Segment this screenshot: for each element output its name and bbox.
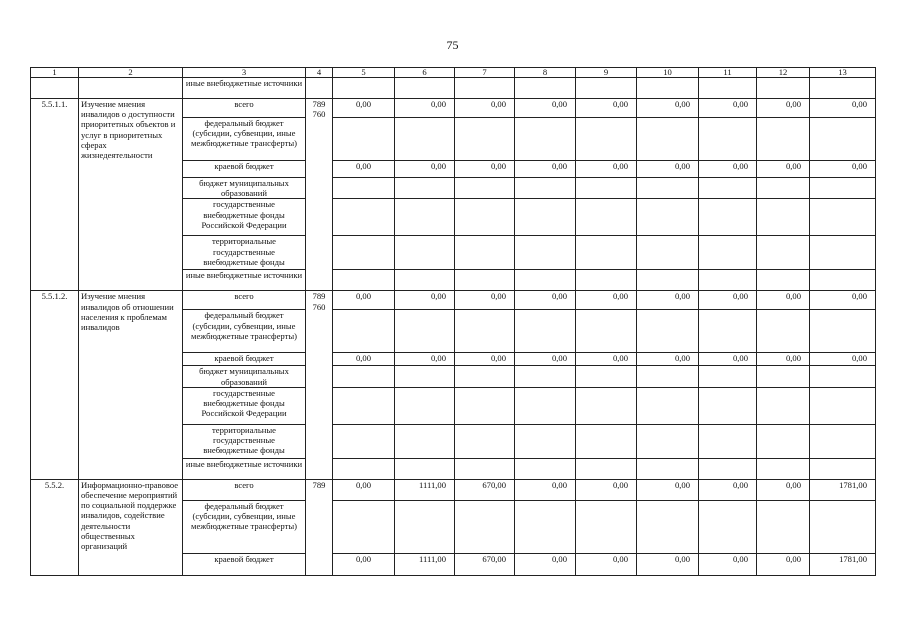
source-label: краевой бюджет [183,353,306,366]
empty-cell [576,458,637,479]
empty-cell [637,178,699,199]
empty-cell [515,78,576,99]
source-label: всего [183,479,306,500]
amount-cell: 0,00 [576,353,637,366]
empty-cell [757,424,810,458]
empty-cell [515,310,576,353]
column-header: 10 [637,68,699,78]
empty-cell [810,310,876,353]
amount-cell: 0,00 [757,99,810,118]
amount-cell: 0,00 [810,353,876,366]
empty-cell [455,500,515,553]
item-name: Изучение мнения инвалидов о доступности приоритетных объектов и услуг в приоритетных сферах жизнедеятельности [79,99,183,291]
table-row [31,479,876,500]
amount-cell: 0,00 [699,99,757,118]
amount-cell: 0,00 [515,553,576,575]
amount-cell: 0,00 [455,291,515,310]
amount-cell: 0,00 [515,161,576,178]
amount-cell: 0,00 [757,479,810,500]
row-number-cell [31,78,79,99]
empty-cell [637,366,699,387]
amount-cell: 0,00 [515,99,576,118]
table-row [31,99,876,118]
empty-cell [395,387,455,424]
empty-cell [699,387,757,424]
empty-cell [699,500,757,553]
empty-cell [757,310,810,353]
amount-cell: 0,00 [699,353,757,366]
empty-cell [333,458,395,479]
empty-cell [395,424,455,458]
empty-cell [637,270,699,291]
empty-cell [515,387,576,424]
empty-cell [333,387,395,424]
empty-cell [455,310,515,353]
empty-cell [699,199,757,236]
source-label: бюджет муниципальных образований [183,178,306,199]
empty-cell [576,118,637,161]
source-label: федеральный бюджет (субсидии, субвенции, иные межбюджетные трансферты) [183,118,306,161]
empty-cell [455,199,515,236]
source-label: всего [183,291,306,310]
empty-cell [810,118,876,161]
budget-code: 789 760 [306,291,333,479]
empty-cell [455,424,515,458]
amount-cell: 0,00 [515,353,576,366]
page-number: 75 [446,38,459,52]
budget-code: 789 [306,479,333,575]
empty-cell [395,199,455,236]
column-header: 7 [455,68,515,78]
empty-cell [637,458,699,479]
empty-cell [576,366,637,387]
amount-cell: 0,00 [699,479,757,500]
empty-cell [810,387,876,424]
empty-cell [515,424,576,458]
empty-cell [576,78,637,99]
empty-cell [395,500,455,553]
empty-cell [333,424,395,458]
amount-cell: 0,00 [333,161,395,178]
empty-cell [333,199,395,236]
amount-cell: 0,00 [637,99,699,118]
empty-cell [333,310,395,353]
source-label: краевой бюджет [183,553,306,575]
empty-cell [757,458,810,479]
empty-cell [576,178,637,199]
source-label: территориальные государственные внебюджетные фонды [183,424,306,458]
empty-cell [810,270,876,291]
source-label: государственные внебюджетные фонды Российской Федерации [183,387,306,424]
empty-cell [810,424,876,458]
empty-cell [637,78,699,99]
source-label: государственные внебюджетные фонды Российской Федерации [183,199,306,236]
amount-cell: 0,00 [333,553,395,575]
amount-cell: 0,00 [699,161,757,178]
budget-table [30,67,876,576]
item-name: Информационно-правовое обеспечение мероприятий по социальной поддержке инвалидов, содействие деятельности общественных организаций [79,479,183,575]
amount-cell: 0,00 [333,479,395,500]
empty-cell [699,236,757,270]
amount-cell: 0,00 [455,99,515,118]
amount-cell: 0,00 [757,161,810,178]
amount-cell: 0,00 [699,553,757,575]
empty-cell [455,387,515,424]
amount-cell: 0,00 [810,161,876,178]
source-label: территориальные государственные внебюджетные фонды [183,236,306,270]
empty-cell [810,78,876,99]
empty-cell [757,178,810,199]
amount-cell: 0,00 [455,161,515,178]
empty-cell [699,458,757,479]
amount-cell: 0,00 [576,553,637,575]
empty-cell [306,78,333,99]
empty-cell [757,500,810,553]
empty-cell [455,78,515,99]
amount-cell: 0,00 [757,553,810,575]
empty-cell [810,366,876,387]
source-label: бюджет муниципальных образований [183,366,306,387]
empty-cell [810,199,876,236]
empty-cell [810,178,876,199]
column-header: 8 [515,68,576,78]
source-label: всего [183,99,306,118]
column-header: 2 [79,68,183,78]
amount-cell: 1111,00 [395,553,455,575]
empty-cell [637,387,699,424]
empty-cell [699,78,757,99]
column-header: 12 [757,68,810,78]
row-name-cell [79,78,183,99]
amount-cell: 0,00 [757,291,810,310]
empty-cell [395,118,455,161]
empty-cell [699,310,757,353]
amount-cell: 0,00 [699,291,757,310]
empty-cell [699,118,757,161]
amount-cell: 670,00 [455,553,515,575]
empty-cell [810,458,876,479]
empty-cell [395,310,455,353]
amount-cell: 0,00 [757,353,810,366]
amount-cell: 0,00 [637,553,699,575]
amount-cell: 670,00 [455,479,515,500]
empty-cell [515,270,576,291]
header-row [31,68,876,78]
empty-cell [637,424,699,458]
empty-cell [455,178,515,199]
empty-cell [333,178,395,199]
column-header: 13 [810,68,876,78]
empty-cell [515,366,576,387]
table-body [31,68,876,576]
item-number: 5.5.1.2. [31,291,79,479]
empty-cell [699,270,757,291]
item-number: 5.5.2. [31,479,79,575]
empty-cell [637,310,699,353]
item-number: 5.5.1.1. [31,99,79,291]
source-label: федеральный бюджет (субсидии, субвенции, иные межбюджетные трансферты) [183,500,306,553]
empty-cell [637,500,699,553]
empty-cell [637,118,699,161]
empty-cell [455,458,515,479]
column-header: 11 [699,68,757,78]
budget-code: 789 760 [306,99,333,291]
amount-cell: 0,00 [395,99,455,118]
empty-cell [515,118,576,161]
empty-cell [515,236,576,270]
amount-cell: 0,00 [637,291,699,310]
empty-cell [757,78,810,99]
empty-cell [576,236,637,270]
column-header: 1 [31,68,79,78]
column-header: 9 [576,68,637,78]
empty-cell [395,366,455,387]
empty-cell [333,270,395,291]
source-label: федеральный бюджет (субсидии, субвенции, иные межбюджетные трансферты) [183,310,306,353]
source-label: краевой бюджет [183,161,306,178]
empty-cell [515,500,576,553]
column-header: 4 [306,68,333,78]
empty-cell [699,424,757,458]
amount-cell: 0,00 [515,479,576,500]
amount-cell: 0,00 [395,161,455,178]
column-header: 5 [333,68,395,78]
empty-cell [576,270,637,291]
empty-cell [576,199,637,236]
empty-cell [757,236,810,270]
amount-cell: 0,00 [455,353,515,366]
empty-cell [699,366,757,387]
table-row [31,291,876,310]
amount-cell: 0,00 [333,291,395,310]
source-label: иные внебюджетные источники [183,78,306,99]
column-header: 6 [395,68,455,78]
source-label: иные внебюджетные источники [183,458,306,479]
empty-cell [455,118,515,161]
empty-cell [810,500,876,553]
amount-cell: 0,00 [810,291,876,310]
amount-cell: 0,00 [576,161,637,178]
empty-cell [757,118,810,161]
empty-cell [455,236,515,270]
empty-cell [455,270,515,291]
amount-cell: 1111,00 [395,479,455,500]
empty-cell [576,310,637,353]
empty-cell [395,458,455,479]
empty-cell [576,424,637,458]
empty-cell [576,387,637,424]
amount-cell: 0,00 [576,99,637,118]
empty-cell [757,387,810,424]
empty-cell [333,366,395,387]
empty-cell [757,366,810,387]
empty-cell [515,458,576,479]
amount-cell: 0,00 [576,291,637,310]
amount-cell: 0,00 [637,161,699,178]
amount-cell: 0,00 [515,291,576,310]
item-name: Изучение мнения инвалидов об отношении населения к проблемам инвалидов [79,291,183,479]
empty-cell [333,500,395,553]
empty-cell [699,178,757,199]
amount-cell: 0,00 [395,291,455,310]
source-label: иные внебюджетные источники [183,270,306,291]
empty-cell [576,500,637,553]
amount-cell: 0,00 [637,479,699,500]
empty-cell [757,199,810,236]
empty-cell [395,178,455,199]
empty-cell [333,78,395,99]
amount-cell: 0,00 [333,99,395,118]
continuation-row [31,78,876,99]
empty-cell [810,236,876,270]
empty-cell [333,236,395,270]
column-header: 3 [183,68,306,78]
empty-cell [515,199,576,236]
amount-cell: 0,00 [810,99,876,118]
amount-cell: 0,00 [576,479,637,500]
empty-cell [455,366,515,387]
empty-cell [757,270,810,291]
amount-cell: 1781,00 [810,553,876,575]
empty-cell [395,78,455,99]
empty-cell [637,236,699,270]
amount-cell: 0,00 [637,353,699,366]
amount-cell: 1781,00 [810,479,876,500]
empty-cell [637,199,699,236]
empty-cell [395,270,455,291]
empty-cell [333,118,395,161]
amount-cell: 0,00 [395,353,455,366]
empty-cell [395,236,455,270]
empty-cell [515,178,576,199]
amount-cell: 0,00 [333,353,395,366]
